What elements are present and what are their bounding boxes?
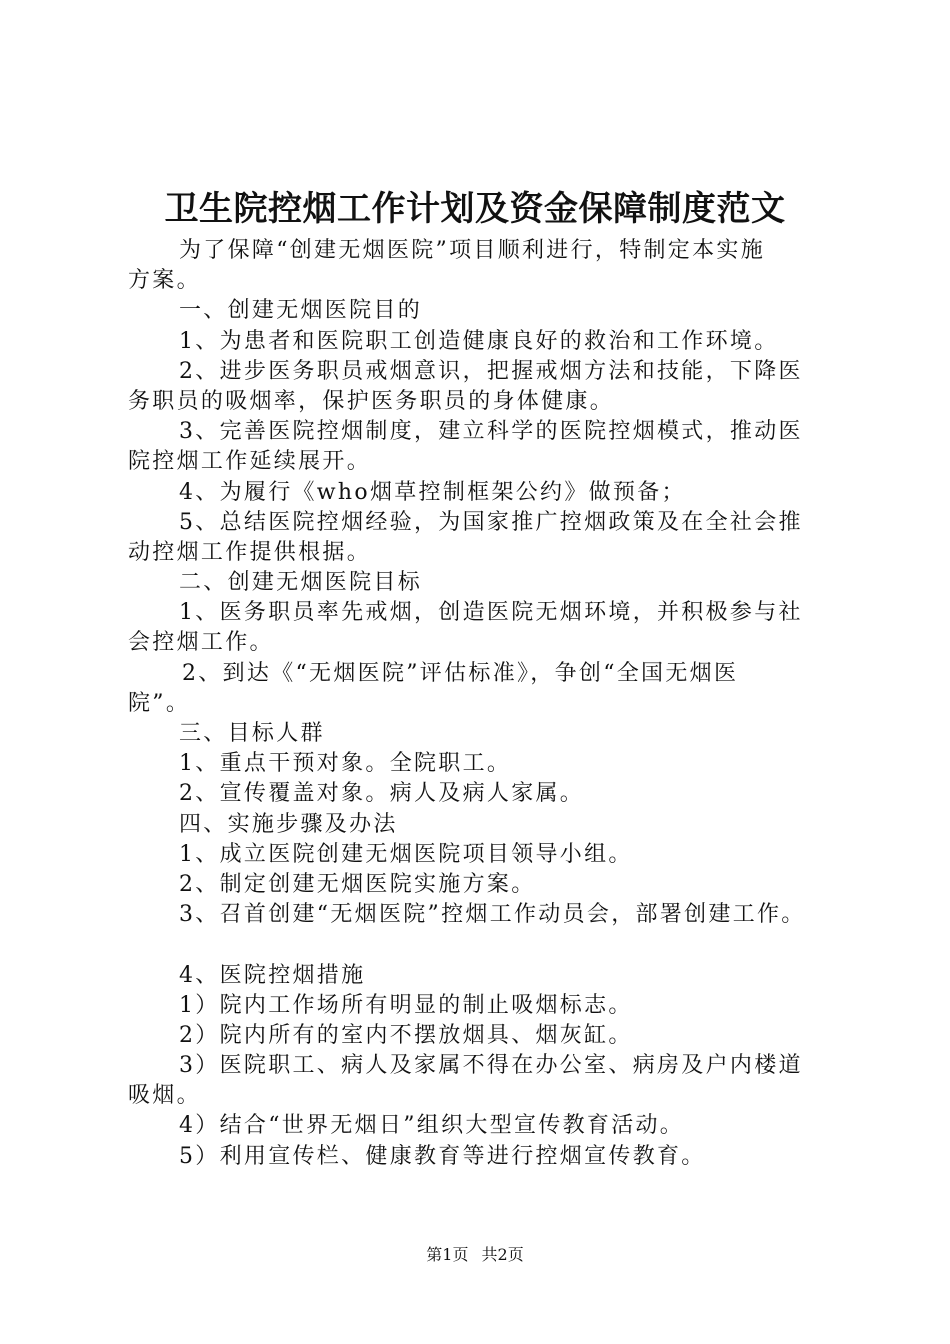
- list-item-3-2: 2、宣传覆盖对象。病人及病人家属。: [179, 781, 585, 807]
- paragraph-intro-line-2: 方案。: [128, 268, 201, 294]
- list-item-1-4: 4、为履行《who烟草控制框架公约》做预备；: [179, 479, 686, 505]
- measure-item-2: 2）院内所有的室内不摆放烟具、烟灰缸。: [179, 1022, 633, 1048]
- section-heading-1: 一、创建无烟医院目的: [179, 298, 423, 324]
- measure-item-4: 4）结合“世界无烟日”组织大型宣传教育活动。: [179, 1113, 685, 1139]
- list-item-2-2-line-2: 院”。: [128, 690, 191, 716]
- list-item-4-3: 3、召首创建“无烟医院”控烟工作动员会，部署创建工作。: [179, 902, 806, 928]
- list-item-1-5-line-2: 动控烟工作提供根据。: [128, 539, 372, 565]
- list-item-1-1: 1、为患者和医院职工创造健康良好的救治和工作环境。: [179, 328, 779, 354]
- section-heading-4: 四、实施步骤及办法: [179, 811, 398, 837]
- page-number-total: 共2页: [481, 1245, 524, 1264]
- list-item-4-1: 1、成立医院创建无烟医院项目领导小组。: [179, 841, 633, 867]
- list-item-1-3-line-2: 院控烟工作延续展开。: [128, 449, 372, 475]
- list-item-4-4: 4、医院控烟措施: [179, 962, 366, 988]
- list-item-4-2: 2、制定创建无烟医院实施方案。: [179, 871, 536, 897]
- document-body: [128, 236, 833, 1172]
- list-item-1-2-line-2: 务职员的吸烟率，保护医务职员的身体健康。: [128, 388, 615, 414]
- measure-item-5: 5）利用宣传栏、健康教育等进行控烟宣传教育。: [179, 1143, 706, 1169]
- section-heading-3: 三、目标人群: [179, 721, 325, 746]
- section-heading-2: 二、创建无烟医院目标: [179, 570, 423, 596]
- list-item-2-1-line-1: 1、医务职员率先戒烟，创造医院无烟环境，并积极参与社: [179, 600, 803, 626]
- list-item-1-5-line-1: 5、总结医院控烟经验，为国家推广控烟政策及在全社会推: [179, 509, 803, 535]
- paragraph-intro-line-1: 为了保障“创建无烟医院”项目顺利进行，特制定本实施: [179, 238, 765, 263]
- list-item-1-2-line-1: 2、进步医务职员戒烟意识，把握戒烟方法和技能，下降医: [179, 358, 803, 384]
- measure-item-3-line-1: 3）医院职工、病人及家属不得在办公室、病房及户内楼道: [179, 1053, 803, 1079]
- measure-item-3-line-2: 吸烟。: [128, 1083, 201, 1109]
- measure-item-1: 1）院内工作场所有明显的制止吸烟标志。: [179, 992, 633, 1018]
- list-item-3-1: 1、重点干预对象。全院职工。: [179, 751, 512, 777]
- document-title: 卫生院控烟工作计划及资金保障制度范文: [164, 189, 786, 229]
- blank-line: [128, 930, 833, 960]
- list-item-2-2-line-1: 2、到达《“无烟医院”评估标准》，争创“全国无烟医: [182, 660, 739, 686]
- page-number-current: 第1页: [426, 1245, 469, 1264]
- page-footer: [0, 1244, 950, 1266]
- list-item-1-3-line-1: 3、完善医院控烟制度，建立科学的医院控烟模式，推动医: [179, 419, 803, 445]
- list-item-2-1-line-2: 会控烟工作。: [128, 630, 274, 656]
